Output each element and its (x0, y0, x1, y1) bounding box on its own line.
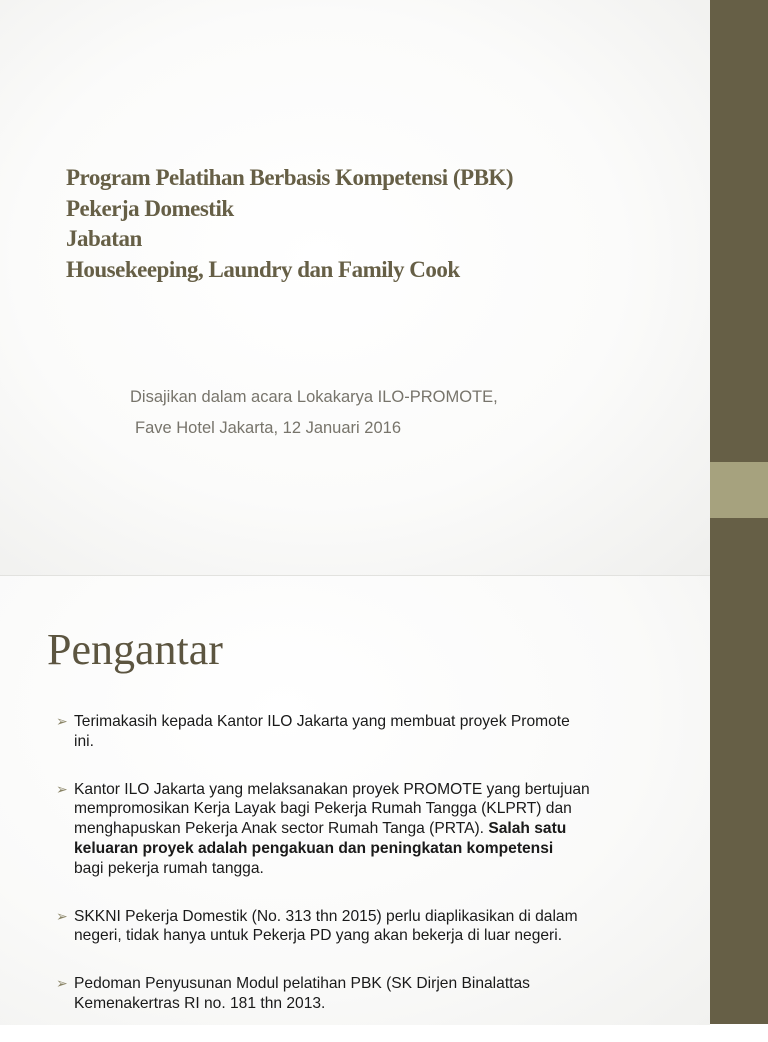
sidebar-accent-block (710, 462, 768, 518)
bullet-text-bold: Salah satu keluaran proyek adalah pengakuan dan peningkatan kompetensi (74, 820, 567, 857)
bullet-text-regular: Kantor ILO Jakarta yang melaksanakan proyek PROMOTE yang bertujuan mempromosikan Kerja Layak bagi Pekerja Rumah Tangga (KLPRT) dan menghapuskan Pekerja Anak sector Rumah Tanga (PRTA). (74, 780, 590, 838)
title-line-4: Housekeeping, Laundry dan Family Cook (66, 256, 460, 282)
list-item (56, 712, 676, 752)
list-item (56, 907, 676, 947)
bullet-text-tail: bagi pekerja rumah tangga. (74, 859, 264, 877)
title-line-3: Jabatan (66, 226, 142, 251)
arrow-bullet-icon: ➢ (56, 713, 68, 729)
arrow-bullet-icon: ➢ (56, 975, 68, 992)
subtitle-line-2: Fave Hotel Jakarta, 12 Januari 2016 (135, 419, 401, 437)
slide-title-text (66, 163, 686, 285)
slide-subtitle (130, 382, 690, 444)
arrow-bullet-icon: ➢ (56, 780, 68, 797)
bullet-text: Terimakasih kepada Kantor ILO Jakarta yang membuat proyek Promote ini. (74, 713, 570, 750)
slide-heading: Pengantar (47, 625, 223, 674)
bullet-list (56, 712, 676, 1042)
subtitle-line-1: Disajikan dalam acara Lokakarya ILO-PROMOTE, (130, 388, 498, 406)
arrow-bullet-icon: ➢ (56, 907, 68, 924)
title-line-1: Program Pelatihan Berbasis Kompetensi (PBK) (66, 165, 513, 190)
title-line-2: Pekerja Domestik (66, 195, 234, 221)
bullet-text: Pedoman Penyusunan Modul pelatihan PBK (SK Dirjen Binalattas Kemenakertras RI no. 181 thn 2013. (74, 975, 530, 1012)
list-item (56, 780, 676, 879)
list-item (56, 974, 676, 1014)
bullet-text (74, 781, 590, 877)
bullet-text: SKKNI Pekerja Domestik (No. 313 thn 2015) perlu diaplikasikan di dalam negeri, tidak hanya untuk Pekerja PD yang akan bekerja di luar negeri. (74, 907, 578, 945)
